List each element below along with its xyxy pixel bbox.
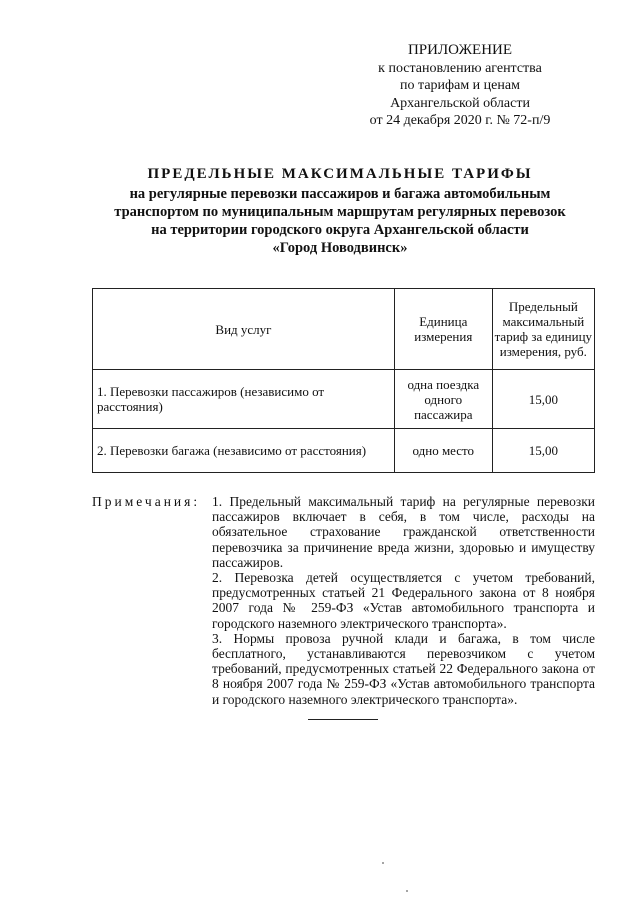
header-service: Вид услуг [93, 289, 395, 370]
header-tariff: Предельный максимальный тариф за единицу измерения, руб. [492, 289, 594, 370]
cell-unit: одна поездка одного пассажира [394, 370, 492, 429]
table-header-row [93, 289, 595, 370]
appendix-block [355, 42, 565, 130]
cell-tariff: 15,00 [492, 429, 594, 473]
cell-unit: одно место [394, 429, 492, 473]
note-item: 2. Перевозка детей осуществляется с учетом требований, предусмотренных статьей 21 Федерального закона от 8 ноября 2007 года № 259-ФЗ «Устав автомобильного транспорта и городского наземного электрического транспорта». [212, 570, 595, 631]
cell-service: 2. Перевозки багажа (независимо от расстояния) [93, 429, 395, 473]
cell-tariff: 15,00 [492, 370, 594, 429]
appendix-line: Архангельской области [390, 95, 530, 111]
title-line: транспортом по муниципальным маршрутам регулярных перевозок [114, 204, 566, 220]
scan-speck [406, 890, 408, 892]
appendix-line: к постановлению агентства [378, 60, 542, 76]
title-line: на регулярные перевозки пассажиров и багажа автомобильным [129, 186, 551, 202]
notes-label: Примечания: [92, 494, 201, 509]
document-title [90, 165, 590, 257]
note-item: 3. Нормы провоза ручной клади и багажа, в том числе бесплатного, устанавливаются перевозчиком с учетом требований, предусмотренных статьей 22 Федерального закона от 8 ноября 2007 года № 259-ФЗ «Устав автомобильного транспорта и городского наземного электрического транспорта». [212, 630, 595, 707]
notes-list [212, 494, 595, 707]
cell-service: 1. Перевозки пассажиров (независимо от расстояния) [93, 370, 395, 429]
appendix-heading: ПРИЛОЖЕНИЕ [407, 42, 513, 58]
appendix-date-number: от 24 декабря 2020 г. № 72-п/9 [369, 113, 551, 128]
table-row [93, 429, 595, 473]
appendix-line: по тарифам и ценам [400, 78, 520, 93]
tariff-table [92, 288, 595, 473]
header-unit: Единица измерения [394, 289, 492, 370]
table-row [93, 370, 595, 429]
title-line: «Город Новодвинск» [272, 240, 408, 256]
scan-speck [382, 862, 384, 864]
title-main: ПРЕДЕЛЬНЫЕ МАКСИМАЛЬНЫЕ ТАРИФЫ [147, 166, 533, 182]
closing-line [308, 719, 378, 720]
title-line: на территории городского округа Архангельской области [151, 222, 529, 238]
note-item: 1. Предельный максимальный тариф на регулярные перевозки пассажиров включает в себя, в том числе, расходы на обязательное страхование гражданской ответственности перевозчика за причинение вреда жизни, здоровью и имуществу пассажиров. [212, 494, 595, 570]
